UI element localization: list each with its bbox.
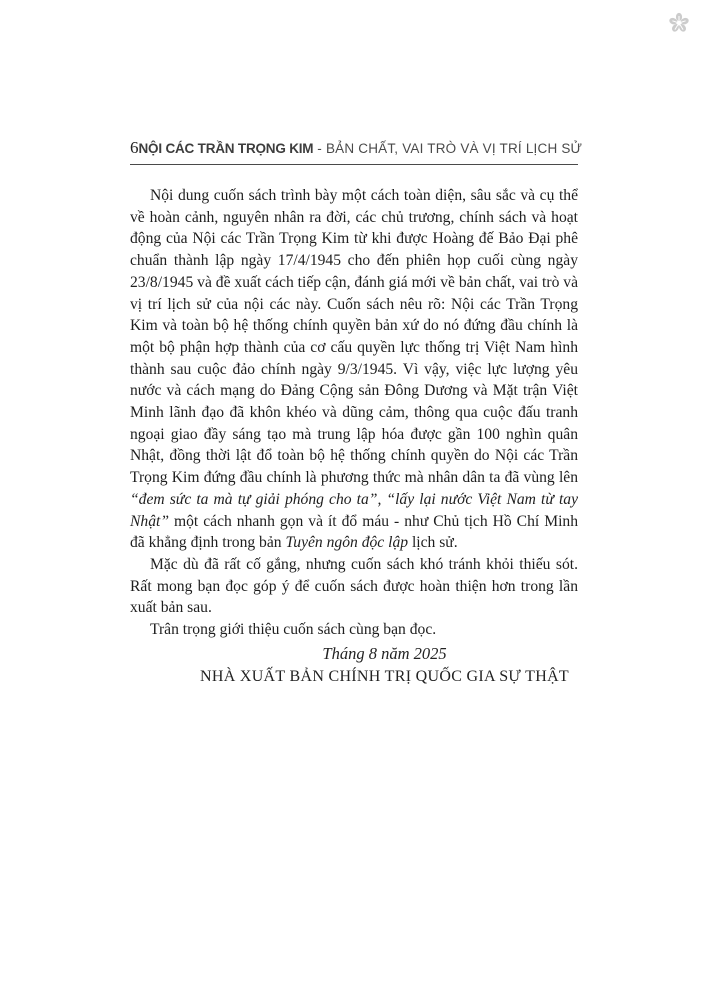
publisher-name: NHÀ XUẤT BẢN CHÍNH TRỊ QUỐC GIA SỰ THẬT: [199, 668, 569, 685]
signoff-date: Tháng 8 năm 2025: [322, 644, 447, 663]
page-number: 6: [130, 138, 139, 157]
paragraph-1-quote-italic: “đem sức ta mà tự giải phóng cho ta”, “lấy lại nước Việt Nam từ tay Nhật”: [130, 490, 578, 530]
paragraph-2: Mặc dù đã rất cố gắng, nhưng cuốn sách khó tránh khỏi thiếu sót. Rất mong bạn đọc góp ý để cuốn sách được hoàn thiện hơn trong lần xuất bản sau.: [130, 555, 578, 617]
paragraph-1-text: Nội dung cuốn sách trình bày một cách toàn diện, sâu sắc và cụ thể về hoàn cảnh, nguyên nhân ra đời, các chủ trương, chính sách và hoạt động của Nội các Trần Trọng Kim từ khi được Hoàng đế Bảo Đại phê chuẩn thành lập ngày 17/4/1945 cho đến phiên họp cuối cùng ngày 23/8/1945 và đề xuất cách tiếp cận, đánh giá mới về bản chất, vai trò và vị trí lịch sử của nội các này. Cuốn sách nêu rõ: Nội các Trần Trọng Kim và toàn bộ hệ thống chính quyền bản xứ do nó đứng đầu chính là một bộ phận hợp thành của cơ cấu quyền lực thống trị Việt Nam hình thành sau cuộc đảo chính ngày 9/3/1945. Vì vậy, việc lực lượng yêu nước và cách mạng do Đảng Cộng sản Đông Dương và Mặt trận Việt Minh lãnh đạo đã khôn khéo và dũng cảm, thông qua cuộc đấu tranh ngoại giao đầy sáng tạo mà trung lập hóa được gần 100 nghìn quân Nhật, đồng thời lật đổ toàn bộ hệ thống chính quyền do Nội các Trần Trọng Kim đứng đầu chính là phương thức mà nhân dân ta đã vùng lên: [130, 187, 578, 487]
paragraph-3: Trân trọng giới thiệu cuốn sách cùng bạn đọc.: [150, 621, 437, 639]
running-head-book-title: NỘI CÁC TRẦN TRỌNG KIM: [138, 141, 314, 156]
flower-ornament-icon: [668, 12, 690, 34]
running-head-title: [139, 141, 583, 156]
paragraph-1-text-cont: một cách nhanh gọn và ít đổ máu - như Chủ tịch Hồ Chí Minh đã khẳng định trong bản: [130, 512, 578, 552]
paragraph-1-work-title-italic: Tuyên ngôn độc lập: [285, 534, 409, 552]
body-text: [130, 185, 578, 641]
paragraph-1-text-end: lịch sử.: [408, 534, 458, 552]
paragraph-1: [130, 185, 578, 554]
running-head-subtitle: - BẢN CHẤT, VAI TRÒ VÀ VỊ TRÍ LỊCH SỬ: [313, 141, 583, 156]
running-header: [130, 138, 583, 165]
signoff-block: [130, 643, 578, 689]
